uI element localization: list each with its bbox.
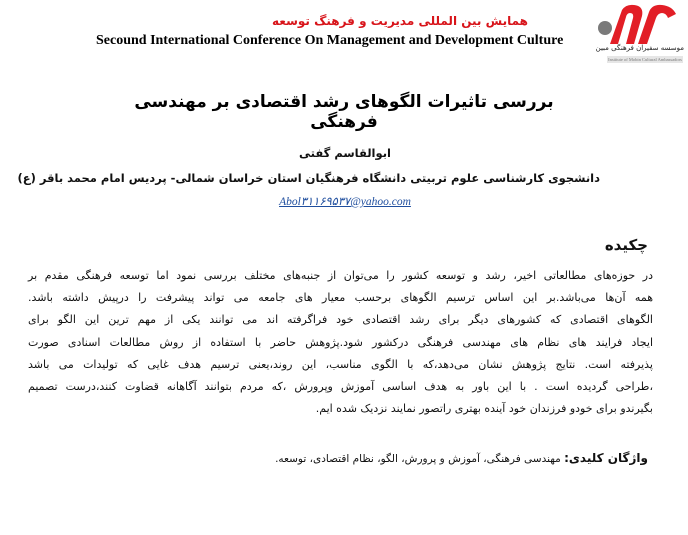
- logo-red-r-icon: [638, 5, 676, 44]
- logo-text-fa: موسسه سفیران فرهنگی مبین: [595, 44, 684, 52]
- abstract-line: پذیرفته است. نتایج پژوهش نشان می‌دهد،که با الگوی مناسب، این روند،یعنی ترسیم هدف غایی که تولیدات می باشد: [28, 357, 653, 371]
- paper-title: بررسی تاثیرات الگوهای رشد اقتصادی بر مهندسی فرهنگی: [134, 92, 554, 132]
- abstract-line: ،طراحی گردیده است . با این باور به هدف اساسی آموزش وپرورش ،که مردم بتوانند آگاهانه قضاوت کنند،درست تصمیم: [28, 380, 653, 394]
- author-name: ابوالقاسم گفتی: [299, 146, 391, 160]
- author-affiliation: دانشجوی کارشناسی علوم تربیتی دانشگاه فرهنگیان استان خراسان شمالی- پردیس امام محمد باقر (ع): [17, 171, 600, 185]
- keywords: [275, 451, 648, 465]
- conference-title-en: Secound International Conference On Management and Development Culture: [96, 33, 564, 48]
- abstract-line: همه آن‌ها می‌باشد.بر این اساس ترسیم الگوهای برحسب معیار های جامعه می تواند پیشرفت را درپیش داشته باشد.: [28, 291, 653, 305]
- logo-gray-dot-icon: [598, 21, 612, 35]
- logo-red-m-icon: [610, 5, 642, 44]
- keywords-label: واژگان کلیدی:: [564, 451, 648, 465]
- abstract-line: در حوزه‌های مطالعاتی اخیر، رشد و توسعه کشور را می‌توان از جنبه‌های مختلف بررسی نمود اما توسعه فرهنگی مقدم بر: [28, 269, 653, 282]
- abstract-heading: چکیده: [604, 236, 648, 254]
- abstract-line: بگیرندو برای خودو فرزندان خود آینده بهتری راتصور نمایند نزدیک شده ایم.: [315, 402, 653, 416]
- abstract-line: ایجاد فرایند های نظام های مهندسی فرهنگی درکشور شود.پژوهش حاضر با استفاده از روش مطالعات اسنادی صورت: [28, 335, 653, 349]
- abstract-line: الگوهای اقتصادی که کشورهای دیگر برای رشد اقتصادی خود فراگرفته اند می توانند یکی از مهم ترین این الگو برای: [28, 313, 653, 327]
- conference-title-fa: همایش بین المللی مدیریت و فرهنگ توسعه: [272, 14, 528, 28]
- author-email-link[interactable]: Abol۳۱۱۶۹۵۳۷@yahoo.com: [279, 196, 411, 208]
- keywords-values: مهندسی فرهنگی، آموزش و پرورش، الگو، نظام اقتصادی، توسعه.: [275, 453, 561, 465]
- abstract-body: [28, 265, 653, 420]
- logo-text-en: Institute of Mobin Cultural Ambassadors: [608, 57, 682, 62]
